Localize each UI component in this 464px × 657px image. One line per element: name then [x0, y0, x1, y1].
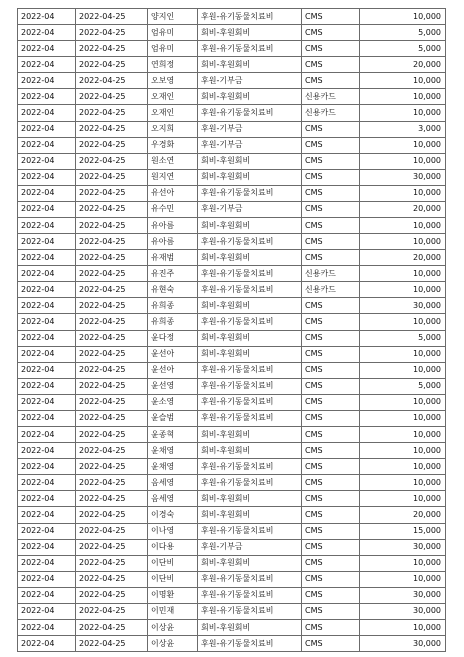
- category-cell: 후원-유기동물치료비: [198, 41, 302, 57]
- donor-name-cell: 유선아: [148, 185, 198, 201]
- amount-cell: 30,000: [360, 603, 446, 619]
- payment-method-cell: CMS: [302, 459, 360, 475]
- date-cell: 2022-04-25: [76, 9, 148, 25]
- category-cell: 회비-후원회비: [198, 427, 302, 443]
- category-cell: 후원-기부금: [198, 121, 302, 137]
- month-cell: 2022-04: [18, 298, 76, 314]
- table-row: [18, 362, 446, 378]
- donor-name-cell: 윤선영: [148, 378, 198, 394]
- date-cell: 2022-04-25: [76, 73, 148, 89]
- table-row: [18, 571, 446, 587]
- date-cell: 2022-04-25: [76, 137, 148, 153]
- date-cell: 2022-04-25: [76, 539, 148, 555]
- payment-method-cell: CMS: [302, 571, 360, 587]
- donor-name-cell: 윤슬범: [148, 410, 198, 426]
- amount-cell: 10,000: [360, 314, 446, 330]
- category-cell: 후원-유기동물치료비: [198, 185, 302, 201]
- table-row: [18, 427, 446, 443]
- date-cell: 2022-04-25: [76, 523, 148, 539]
- payment-method-cell: 신용카드: [302, 105, 360, 121]
- month-cell: 2022-04: [18, 25, 76, 41]
- table-row: [18, 250, 446, 266]
- donor-name-cell: 윤종혁: [148, 427, 198, 443]
- payment-method-cell: CMS: [302, 201, 360, 217]
- category-cell: 후원-유기동물치료비: [198, 587, 302, 603]
- table-row: [18, 555, 446, 571]
- amount-cell: 10,000: [360, 234, 446, 250]
- payment-method-cell: CMS: [302, 41, 360, 57]
- donor-name-cell: 이다용: [148, 539, 198, 555]
- table-row: [18, 410, 446, 426]
- month-cell: 2022-04: [18, 121, 76, 137]
- date-cell: 2022-04-25: [76, 185, 148, 201]
- donor-name-cell: 음세영: [148, 491, 198, 507]
- table-row: [18, 523, 446, 539]
- table-row: [18, 169, 446, 185]
- month-cell: 2022-04: [18, 169, 76, 185]
- date-cell: 2022-04-25: [76, 169, 148, 185]
- table-row: [18, 475, 446, 491]
- table-row: [18, 137, 446, 153]
- table-row: [18, 491, 446, 507]
- month-cell: 2022-04: [18, 410, 76, 426]
- amount-cell: 10,000: [360, 153, 446, 169]
- category-cell: 회비-후원회비: [198, 619, 302, 635]
- amount-cell: 20,000: [360, 201, 446, 217]
- month-cell: 2022-04: [18, 394, 76, 410]
- category-cell: 회비-후원회비: [198, 89, 302, 105]
- table-row: [18, 298, 446, 314]
- amount-cell: 10,000: [360, 443, 446, 459]
- month-cell: 2022-04: [18, 555, 76, 571]
- month-cell: 2022-04: [18, 427, 76, 443]
- month-cell: 2022-04: [18, 491, 76, 507]
- donor-name-cell: 이단비: [148, 571, 198, 587]
- month-cell: 2022-04: [18, 603, 76, 619]
- amount-cell: 20,000: [360, 250, 446, 266]
- date-cell: 2022-04-25: [76, 250, 148, 266]
- payment-method-cell: CMS: [302, 362, 360, 378]
- category-cell: 후원-유기동물치료비: [198, 394, 302, 410]
- payment-method-cell: CMS: [302, 137, 360, 153]
- donor-name-cell: 이상윤: [148, 636, 198, 652]
- date-cell: 2022-04-25: [76, 89, 148, 105]
- month-cell: 2022-04: [18, 443, 76, 459]
- date-cell: 2022-04-25: [76, 491, 148, 507]
- table-row: [18, 603, 446, 619]
- payment-method-cell: CMS: [302, 378, 360, 394]
- category-cell: 후원-유기동물치료비: [198, 9, 302, 25]
- category-cell: 회비-후원회비: [198, 25, 302, 41]
- payment-method-cell: CMS: [302, 587, 360, 603]
- table-row: [18, 636, 446, 652]
- month-cell: 2022-04: [18, 523, 76, 539]
- date-cell: 2022-04-25: [76, 362, 148, 378]
- payment-method-cell: 신용카드: [302, 282, 360, 298]
- category-cell: 후원-유기동물치료비: [198, 234, 302, 250]
- amount-cell: 10,000: [360, 571, 446, 587]
- table-row: [18, 507, 446, 523]
- payment-method-cell: CMS: [302, 427, 360, 443]
- month-cell: 2022-04: [18, 314, 76, 330]
- date-cell: 2022-04-25: [76, 346, 148, 362]
- payment-method-cell: CMS: [302, 475, 360, 491]
- category-cell: 후원-유기동물치료비: [198, 362, 302, 378]
- donor-name-cell: 연희정: [148, 57, 198, 73]
- category-cell: 회비-후원회비: [198, 507, 302, 523]
- donor-name-cell: 유희종: [148, 314, 198, 330]
- donor-name-cell: 엄유미: [148, 41, 198, 57]
- donor-name-cell: 유재범: [148, 250, 198, 266]
- month-cell: 2022-04: [18, 282, 76, 298]
- donor-name-cell: 윤채영: [148, 459, 198, 475]
- amount-cell: 10,000: [360, 185, 446, 201]
- donor-name-cell: 오지희: [148, 121, 198, 137]
- date-cell: 2022-04-25: [76, 443, 148, 459]
- table-row: [18, 587, 446, 603]
- month-cell: 2022-04: [18, 636, 76, 652]
- month-cell: 2022-04: [18, 105, 76, 121]
- payment-method-cell: CMS: [302, 539, 360, 555]
- month-cell: 2022-04: [18, 346, 76, 362]
- payment-method-cell: CMS: [302, 57, 360, 73]
- donor-name-cell: 원지연: [148, 169, 198, 185]
- table-row: [18, 266, 446, 282]
- category-cell: 회비-후원회비: [198, 443, 302, 459]
- table-row: [18, 443, 446, 459]
- month-cell: 2022-04: [18, 41, 76, 57]
- category-cell: 회비-후원회비: [198, 57, 302, 73]
- donor-name-cell: 유아름: [148, 218, 198, 234]
- payment-method-cell: CMS: [302, 491, 360, 507]
- date-cell: 2022-04-25: [76, 282, 148, 298]
- payment-method-cell: CMS: [302, 394, 360, 410]
- category-cell: 회비-후원회비: [198, 330, 302, 346]
- amount-cell: 10,000: [360, 619, 446, 635]
- payment-method-cell: CMS: [302, 218, 360, 234]
- category-cell: 회비-후원회비: [198, 218, 302, 234]
- date-cell: 2022-04-25: [76, 153, 148, 169]
- date-cell: 2022-04-25: [76, 218, 148, 234]
- category-cell: 후원-기부금: [198, 137, 302, 153]
- month-cell: 2022-04: [18, 459, 76, 475]
- month-cell: 2022-04: [18, 330, 76, 346]
- table-row: [18, 314, 446, 330]
- donation-ledger-table: [17, 8, 446, 652]
- donor-name-cell: 음세영: [148, 475, 198, 491]
- amount-cell: 3,000: [360, 121, 446, 137]
- table-row: [18, 218, 446, 234]
- category-cell: 후원-유기동물치료비: [198, 314, 302, 330]
- payment-method-cell: CMS: [302, 346, 360, 362]
- table-row: [18, 234, 446, 250]
- amount-cell: 5,000: [360, 41, 446, 57]
- amount-cell: 5,000: [360, 330, 446, 346]
- category-cell: 후원-유기동물치료비: [198, 571, 302, 587]
- month-cell: 2022-04: [18, 73, 76, 89]
- donor-name-cell: 윤채영: [148, 443, 198, 459]
- date-cell: 2022-04-25: [76, 427, 148, 443]
- month-cell: 2022-04: [18, 539, 76, 555]
- table-row: [18, 41, 446, 57]
- donor-name-cell: 윤선아: [148, 346, 198, 362]
- payment-method-cell: CMS: [302, 153, 360, 169]
- date-cell: 2022-04-25: [76, 394, 148, 410]
- month-cell: 2022-04: [18, 362, 76, 378]
- amount-cell: 10,000: [360, 491, 446, 507]
- table-row: [18, 25, 446, 41]
- donor-name-cell: 이나영: [148, 523, 198, 539]
- donor-name-cell: 오보영: [148, 73, 198, 89]
- date-cell: 2022-04-25: [76, 266, 148, 282]
- payment-method-cell: CMS: [302, 555, 360, 571]
- month-cell: 2022-04: [18, 507, 76, 523]
- payment-method-cell: CMS: [302, 410, 360, 426]
- category-cell: 후원-기부금: [198, 201, 302, 217]
- table-row: [18, 73, 446, 89]
- table-row: [18, 539, 446, 555]
- date-cell: 2022-04-25: [76, 57, 148, 73]
- month-cell: 2022-04: [18, 218, 76, 234]
- donor-name-cell: 유진주: [148, 266, 198, 282]
- amount-cell: 30,000: [360, 169, 446, 185]
- donor-name-cell: 이민재: [148, 603, 198, 619]
- amount-cell: 30,000: [360, 636, 446, 652]
- date-cell: 2022-04-25: [76, 410, 148, 426]
- amount-cell: 10,000: [360, 89, 446, 105]
- donor-name-cell: 윤소영: [148, 394, 198, 410]
- category-cell: 후원-유기동물치료비: [198, 603, 302, 619]
- amount-cell: 10,000: [360, 9, 446, 25]
- donor-name-cell: 윤다정: [148, 330, 198, 346]
- amount-cell: 10,000: [360, 410, 446, 426]
- donor-name-cell: 이단비: [148, 555, 198, 571]
- date-cell: 2022-04-25: [76, 201, 148, 217]
- amount-cell: 10,000: [360, 137, 446, 153]
- category-cell: 후원-유기동물치료비: [198, 410, 302, 426]
- category-cell: 회비-후원회비: [198, 298, 302, 314]
- table-row: [18, 121, 446, 137]
- month-cell: 2022-04: [18, 153, 76, 169]
- month-cell: 2022-04: [18, 201, 76, 217]
- category-cell: 회비-후원회비: [198, 153, 302, 169]
- payment-method-cell: CMS: [302, 9, 360, 25]
- payment-method-cell: CMS: [302, 298, 360, 314]
- amount-cell: 30,000: [360, 298, 446, 314]
- category-cell: 회비-후원회비: [198, 555, 302, 571]
- date-cell: 2022-04-25: [76, 603, 148, 619]
- month-cell: 2022-04: [18, 587, 76, 603]
- payment-method-cell: CMS: [302, 121, 360, 137]
- date-cell: 2022-04-25: [76, 314, 148, 330]
- payment-method-cell: CMS: [302, 636, 360, 652]
- date-cell: 2022-04-25: [76, 330, 148, 346]
- date-cell: 2022-04-25: [76, 459, 148, 475]
- amount-cell: 30,000: [360, 539, 446, 555]
- month-cell: 2022-04: [18, 378, 76, 394]
- table-row: [18, 394, 446, 410]
- payment-method-cell: CMS: [302, 330, 360, 346]
- payment-method-cell: CMS: [302, 169, 360, 185]
- donor-name-cell: 이상윤: [148, 619, 198, 635]
- amount-cell: 20,000: [360, 57, 446, 73]
- category-cell: 후원-유기동물치료비: [198, 459, 302, 475]
- amount-cell: 20,000: [360, 507, 446, 523]
- payment-method-cell: CMS: [302, 443, 360, 459]
- payment-method-cell: CMS: [302, 507, 360, 523]
- table-row: [18, 346, 446, 362]
- amount-cell: 10,000: [360, 73, 446, 89]
- donor-name-cell: 양지인: [148, 9, 198, 25]
- table-row: [18, 57, 446, 73]
- table-row: [18, 89, 446, 105]
- donor-name-cell: 윤선아: [148, 362, 198, 378]
- table-row: [18, 378, 446, 394]
- donor-name-cell: 오재인: [148, 89, 198, 105]
- category-cell: 회비-후원회비: [198, 169, 302, 185]
- month-cell: 2022-04: [18, 185, 76, 201]
- category-cell: 후원-기부금: [198, 539, 302, 555]
- month-cell: 2022-04: [18, 266, 76, 282]
- amount-cell: 15,000: [360, 523, 446, 539]
- donor-name-cell: 오재인: [148, 105, 198, 121]
- category-cell: 후원-유기동물치료비: [198, 475, 302, 491]
- donor-name-cell: 이경숙: [148, 507, 198, 523]
- date-cell: 2022-04-25: [76, 619, 148, 635]
- amount-cell: 10,000: [360, 555, 446, 571]
- payment-method-cell: CMS: [302, 250, 360, 266]
- table-row: [18, 459, 446, 475]
- payment-method-cell: 신용카드: [302, 89, 360, 105]
- donor-name-cell: 유아름: [148, 234, 198, 250]
- donor-name-cell: 우경화: [148, 137, 198, 153]
- month-cell: 2022-04: [18, 57, 76, 73]
- category-cell: 후원-유기동물치료비: [198, 282, 302, 298]
- donor-name-cell: 유현숙: [148, 282, 198, 298]
- category-cell: 회비-후원회비: [198, 491, 302, 507]
- month-cell: 2022-04: [18, 250, 76, 266]
- table-row: [18, 330, 446, 346]
- amount-cell: 5,000: [360, 378, 446, 394]
- category-cell: 후원-유기동물치료비: [198, 378, 302, 394]
- payment-method-cell: CMS: [302, 25, 360, 41]
- payment-method-cell: CMS: [302, 234, 360, 250]
- payment-method-cell: CMS: [302, 619, 360, 635]
- ledger-body: [18, 9, 446, 652]
- category-cell: 후원-유기동물치료비: [198, 523, 302, 539]
- category-cell: 후원-유기동물치료비: [198, 105, 302, 121]
- month-cell: 2022-04: [18, 9, 76, 25]
- month-cell: 2022-04: [18, 619, 76, 635]
- amount-cell: 10,000: [360, 362, 446, 378]
- table-row: [18, 9, 446, 25]
- amount-cell: 30,000: [360, 587, 446, 603]
- payment-method-cell: CMS: [302, 73, 360, 89]
- donor-name-cell: 원소연: [148, 153, 198, 169]
- month-cell: 2022-04: [18, 89, 76, 105]
- date-cell: 2022-04-25: [76, 378, 148, 394]
- amount-cell: 10,000: [360, 346, 446, 362]
- amount-cell: 10,000: [360, 427, 446, 443]
- payment-method-cell: 신용카드: [302, 266, 360, 282]
- table-row: [18, 105, 446, 121]
- amount-cell: 10,000: [360, 394, 446, 410]
- month-cell: 2022-04: [18, 571, 76, 587]
- date-cell: 2022-04-25: [76, 507, 148, 523]
- date-cell: 2022-04-25: [76, 587, 148, 603]
- date-cell: 2022-04-25: [76, 475, 148, 491]
- table-row: [18, 153, 446, 169]
- category-cell: 후원-유기동물치료비: [198, 636, 302, 652]
- category-cell: 후원-유기동물치료비: [198, 266, 302, 282]
- payment-method-cell: CMS: [302, 185, 360, 201]
- category-cell: 회비-후원회비: [198, 250, 302, 266]
- amount-cell: 10,000: [360, 105, 446, 121]
- date-cell: 2022-04-25: [76, 41, 148, 57]
- payment-method-cell: CMS: [302, 314, 360, 330]
- date-cell: 2022-04-25: [76, 298, 148, 314]
- date-cell: 2022-04-25: [76, 571, 148, 587]
- table-row: [18, 185, 446, 201]
- payment-method-cell: CMS: [302, 603, 360, 619]
- month-cell: 2022-04: [18, 137, 76, 153]
- donor-name-cell: 엄유미: [148, 25, 198, 41]
- date-cell: 2022-04-25: [76, 105, 148, 121]
- table-row: [18, 282, 446, 298]
- payment-method-cell: CMS: [302, 523, 360, 539]
- month-cell: 2022-04: [18, 475, 76, 491]
- table-row: [18, 201, 446, 217]
- donor-name-cell: 유수민: [148, 201, 198, 217]
- donor-name-cell: 이명환: [148, 587, 198, 603]
- date-cell: 2022-04-25: [76, 555, 148, 571]
- date-cell: 2022-04-25: [76, 121, 148, 137]
- date-cell: 2022-04-25: [76, 234, 148, 250]
- donor-name-cell: 유희종: [148, 298, 198, 314]
- category-cell: 후원-기부금: [198, 73, 302, 89]
- amount-cell: 10,000: [360, 266, 446, 282]
- amount-cell: 10,000: [360, 282, 446, 298]
- date-cell: 2022-04-25: [76, 636, 148, 652]
- table-row: [18, 619, 446, 635]
- date-cell: 2022-04-25: [76, 25, 148, 41]
- amount-cell: 10,000: [360, 459, 446, 475]
- amount-cell: 5,000: [360, 25, 446, 41]
- category-cell: 회비-후원회비: [198, 346, 302, 362]
- amount-cell: 10,000: [360, 475, 446, 491]
- month-cell: 2022-04: [18, 234, 76, 250]
- amount-cell: 10,000: [360, 218, 446, 234]
